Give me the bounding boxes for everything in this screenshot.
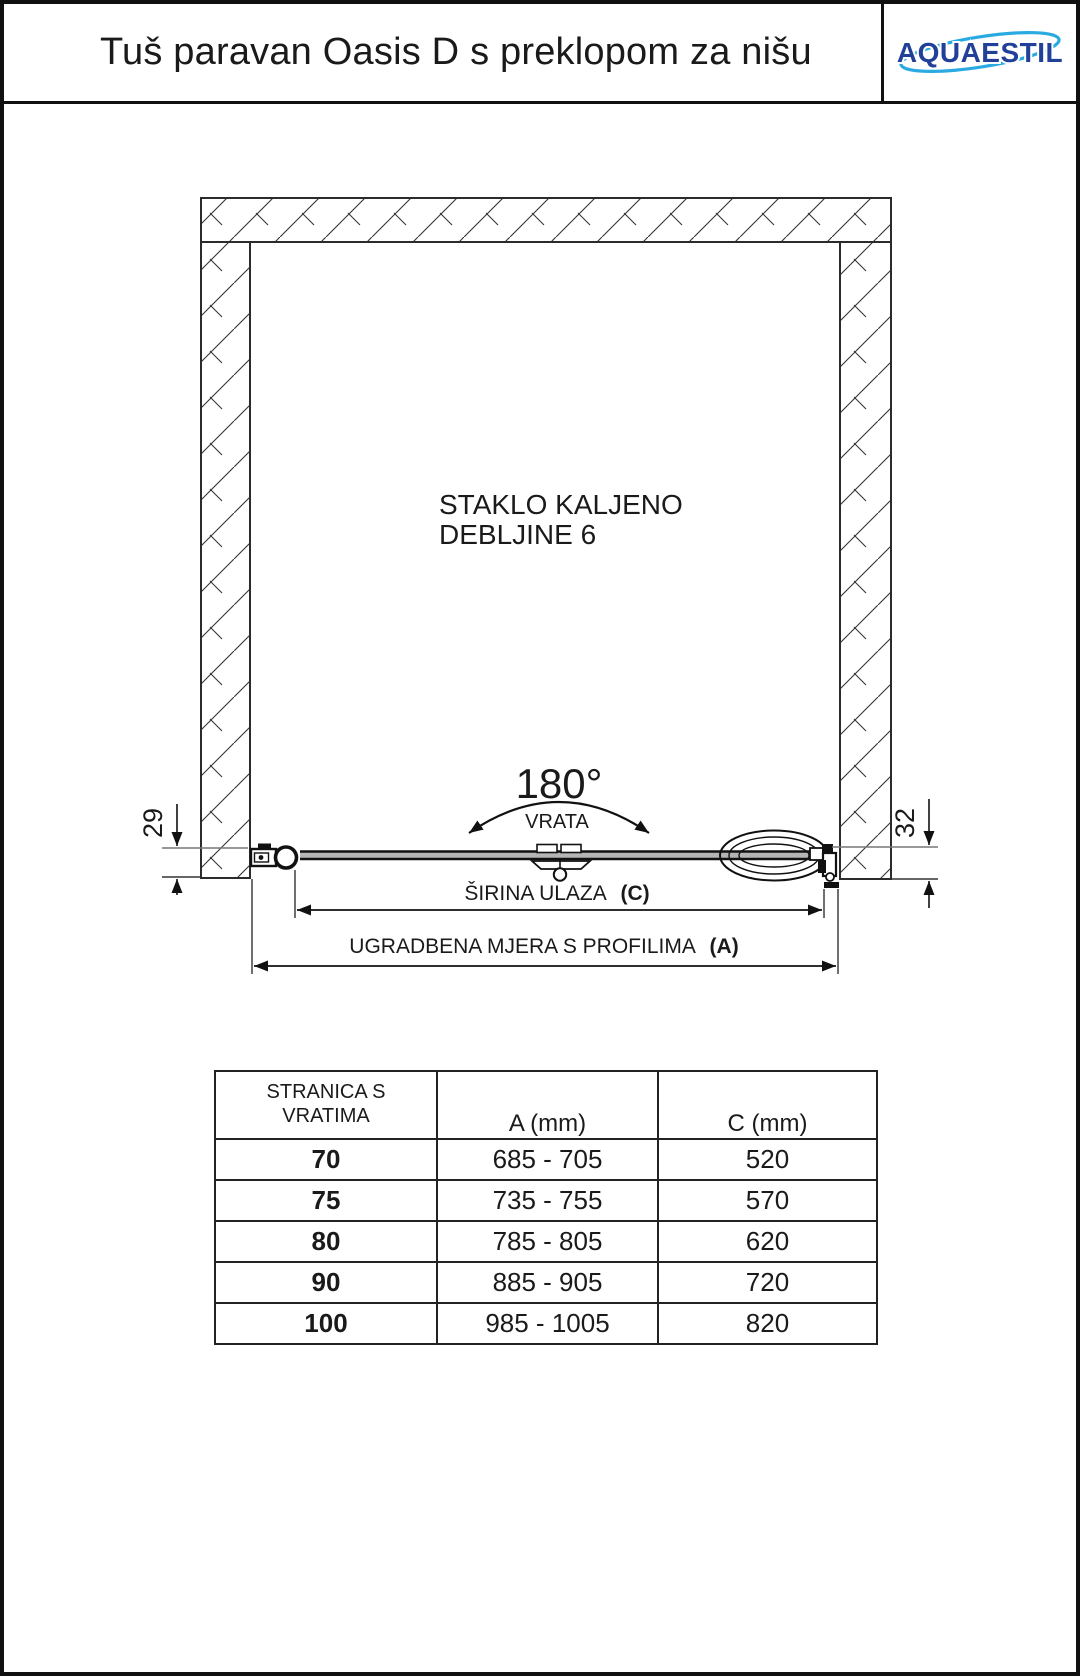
dim29-value: 29 (138, 807, 168, 839)
table-header-row (215, 1071, 877, 1139)
clamp-plate-left (537, 845, 557, 853)
cell-size: 75 (215, 1180, 437, 1221)
profile-cap (822, 844, 833, 853)
door-label: VRATA (525, 811, 589, 833)
swing-angle-label: 180° (515, 760, 603, 807)
technical-drawing (4, 104, 1080, 984)
cell-size: 90 (215, 1262, 437, 1303)
page-title: Tuš paravan Oasis D s preklopom za nišu (100, 31, 812, 73)
size-table (214, 1070, 878, 1345)
size-table-wrap (214, 1070, 876, 1345)
cell-c: 820 (658, 1303, 877, 1344)
door-hinge (251, 844, 297, 869)
cell-c: 570 (658, 1180, 877, 1221)
dimC-label (464, 882, 649, 905)
hinge-screw (259, 855, 264, 860)
door-glass-core (300, 853, 810, 859)
brand-wordmark: AQUAESTIL (896, 36, 1064, 68)
title-cell (4, 4, 881, 101)
table-row (215, 1262, 877, 1303)
cell-a: 985 - 1005 (437, 1303, 658, 1344)
dimA-label (349, 935, 738, 958)
table-row (215, 1221, 877, 1262)
profile-shoe (810, 848, 823, 860)
right-wall (840, 242, 891, 879)
clamp-knob (554, 868, 566, 880)
wall-profile (810, 844, 839, 888)
header (4, 4, 1076, 104)
col-header-size-line1: STRANICA S (266, 1081, 386, 1104)
cell-a: 885 - 905 (437, 1262, 658, 1303)
glass-note-line2: DEBLJINE 6 (439, 519, 597, 550)
cell-a: 685 - 705 (437, 1139, 658, 1180)
profile-clip (818, 860, 826, 873)
table-row (215, 1139, 877, 1180)
hinge-pivot (276, 847, 297, 868)
cell-a: 785 - 805 (437, 1221, 658, 1262)
dimC-label-text: ŠIRINA ULAZA (464, 882, 606, 905)
profile-screw (826, 873, 834, 881)
dimC-label-code: (C) (620, 882, 650, 905)
brand-logo (881, 4, 1076, 101)
col-header-a: A (mm) (437, 1071, 658, 1139)
left-wall (201, 242, 250, 878)
dim32-value: 32 (890, 807, 920, 839)
cell-c: 720 (658, 1262, 877, 1303)
cell-a: 735 - 755 (437, 1180, 658, 1221)
table-row (215, 1303, 877, 1344)
door-swing (469, 760, 649, 833)
table-row (215, 1180, 877, 1221)
top-wall (201, 198, 891, 242)
col-header-size-line2: VRATIMA (282, 1105, 370, 1127)
col-header-size (215, 1071, 437, 1139)
cell-c: 620 (658, 1221, 877, 1262)
cell-size: 80 (215, 1221, 437, 1262)
clamp-plate-right (561, 845, 581, 853)
cell-size: 70 (215, 1139, 437, 1180)
door-panel (251, 831, 839, 889)
dimA-label-code: (A) (709, 935, 739, 958)
profile-foot (824, 882, 839, 888)
cell-c: 520 (658, 1139, 877, 1180)
brand-logo-graphic (894, 21, 1066, 85)
door-center-clamp (532, 845, 590, 881)
cell-size: 100 (215, 1303, 437, 1344)
dimA-label-text: UGRADBENA MJERA S PROFILIMA (349, 935, 695, 958)
glass-note-line1: STAKLO KALJENO (439, 489, 683, 520)
col-header-c: C (mm) (658, 1071, 877, 1139)
glass-note (439, 489, 683, 550)
